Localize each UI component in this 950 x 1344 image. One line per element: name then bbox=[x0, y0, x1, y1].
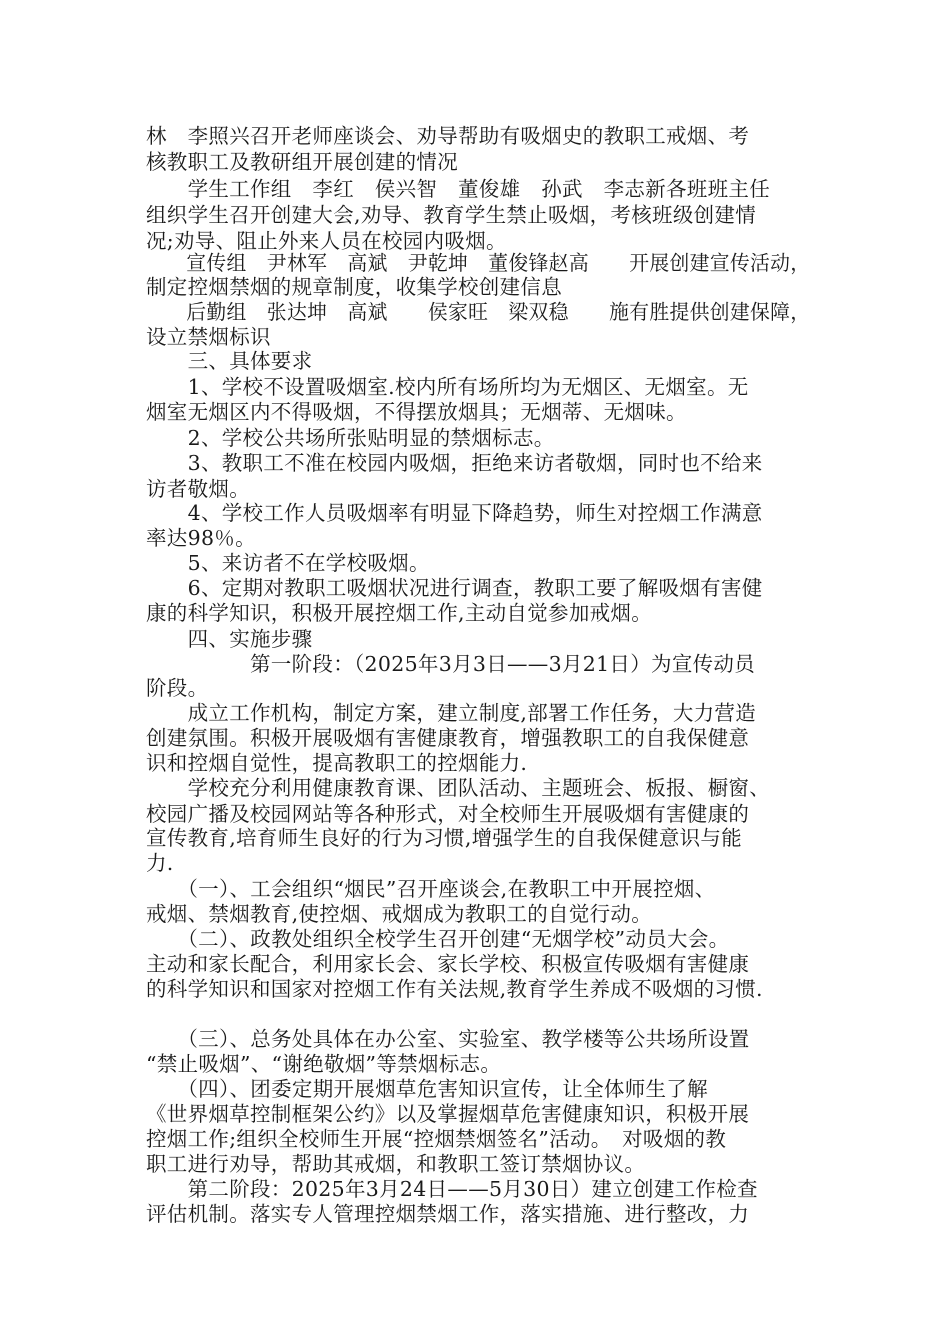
text-line: 宣传组 尹林军 高斌 尹乾坤 董俊锋赵高 开展创建宣传活动， bbox=[146, 251, 811, 275]
section-heading: 四、实施步骤 bbox=[146, 627, 313, 651]
text-line: 识和控烟自觉性，提高教职工的控烟能力. bbox=[146, 751, 528, 775]
text-line: 访者敬烟。 bbox=[146, 477, 250, 501]
text-line: （三）、总务处具体在办公室、实验室、教学楼等公共场所设置 bbox=[146, 1027, 750, 1051]
text-line: 创建氛围。积极开展吸烟有害健康教育，增强教职工的自我保健意 bbox=[146, 726, 750, 750]
text-line: 控烟工作;组织全校师生开展“控烟禁烟签名”活动。 对吸烟的教 bbox=[146, 1127, 727, 1151]
text-line: 学校充分利用健康教育课、团队活动、主题班会、板报、橱窗、 bbox=[146, 776, 770, 800]
text-line: 职工进行劝导，帮助其戒烟，和教职工签订禁烟协议。 bbox=[146, 1152, 646, 1176]
text-line: （四）、团委定期开展烟草危害知识宣传，让全体师生了解 bbox=[146, 1077, 708, 1101]
text-line: 阶段。 bbox=[146, 676, 209, 700]
text-line: 校园广播及校园网站等各种形式，对全校师生开展吸烟有害健康的 bbox=[146, 802, 750, 826]
text-line: 制定控烟禁烟的规章制度，收集学校创建信息 bbox=[146, 275, 562, 299]
text-line: 率达98％。 bbox=[146, 526, 256, 550]
text-line: （二）、政教处组织全校学生召开创建“无烟学校”动员大会。 bbox=[146, 927, 730, 951]
text-line: 《世界烟草控制框架公约》以及掌握烟草危害健康知识，积极开展 bbox=[146, 1102, 750, 1126]
text-line: 核教职工及教研组开展创建的情况 bbox=[146, 150, 458, 174]
text-line: 戒烟、禁烟教育,使控烟、戒烟成为教职工的自觉行动。 bbox=[146, 902, 653, 926]
text-line: 学生工作组 李红 侯兴智 董俊雄 孙武 李志新各班班主任 bbox=[146, 177, 770, 201]
text-line: 的科学知识和国家对控烟工作有关法规,教育学生养成不吸烟的习惯. bbox=[146, 977, 763, 1001]
text-line: 4、学校工作人员吸烟率有明显下降趋势，师生对控烟工作满意 bbox=[146, 501, 763, 525]
text-line: 设立禁烟标识 bbox=[146, 325, 271, 349]
text-line: 3、教职工不准在校园内吸烟，拒绝来访者敬烟，同时也不给来 bbox=[146, 451, 763, 475]
text-line: 1、学校不设置吸烟室.校内所有场所均为无烟区、无烟室。无 bbox=[146, 375, 749, 399]
text-line: （一）、工会组织“烟民”召开座谈会,在教职工中开展控烟、 bbox=[146, 877, 716, 901]
text-line: 2、学校公共场所张贴明显的禁烟标志。 bbox=[146, 426, 555, 450]
text-line: 第一阶段：（2025年3月3日——3月21日）为宣传动员 bbox=[146, 652, 756, 676]
text-line: 成立工作机构，制定方案，建立制度,部署工作任务，大力营造 bbox=[146, 701, 757, 725]
text-line: 6、定期对教职工吸烟状况进行调查，教职工要了解吸烟有害健 bbox=[146, 576, 763, 600]
text-line: 组织学生召开创建大会,劝导、教育学生禁止吸烟，考核班级创建情 bbox=[146, 203, 757, 227]
text-line: 第二阶段：2025年3月24日——5月30日）建立创建工作检查 bbox=[146, 1177, 758, 1201]
text-line: 后勤组 张达坤 高斌 侯家旺 梁双稳 施有胜提供创建保障， bbox=[146, 300, 811, 324]
text-line: 宣传教育,培育师生良好的行为习惯,增强学生的自我保健意识与能 bbox=[146, 826, 743, 850]
text-line: 5、来访者不在学校吸烟。 bbox=[146, 551, 430, 575]
text-line: 主动和家长配合，利用家长会、家长学校、积极宣传吸烟有害健康 bbox=[146, 952, 750, 976]
section-heading: 三、具体要求 bbox=[146, 349, 313, 373]
text-line: 况;劝导、阻止外来人员在校园内吸烟。 bbox=[146, 229, 507, 253]
text-line: “禁止吸烟”、“谢绝敬烟”等禁烟标志。 bbox=[146, 1052, 502, 1076]
text-line: 烟室无烟区内不得吸烟，不得摆放烟具；无烟蒂、无烟味。 bbox=[146, 400, 687, 424]
text-line: 林 李照兴召开老师座谈会、劝导帮助有吸烟史的教职工戒烟、考 bbox=[146, 124, 750, 148]
text-line: 康的科学知识，积极开展控烟工作,主动自觉参加戒烟。 bbox=[146, 601, 653, 625]
text-line: 评估机制。落实专人管理控烟禁烟工作，落实措施、进行整改，力 bbox=[146, 1202, 750, 1226]
text-line: 力. bbox=[146, 851, 174, 875]
